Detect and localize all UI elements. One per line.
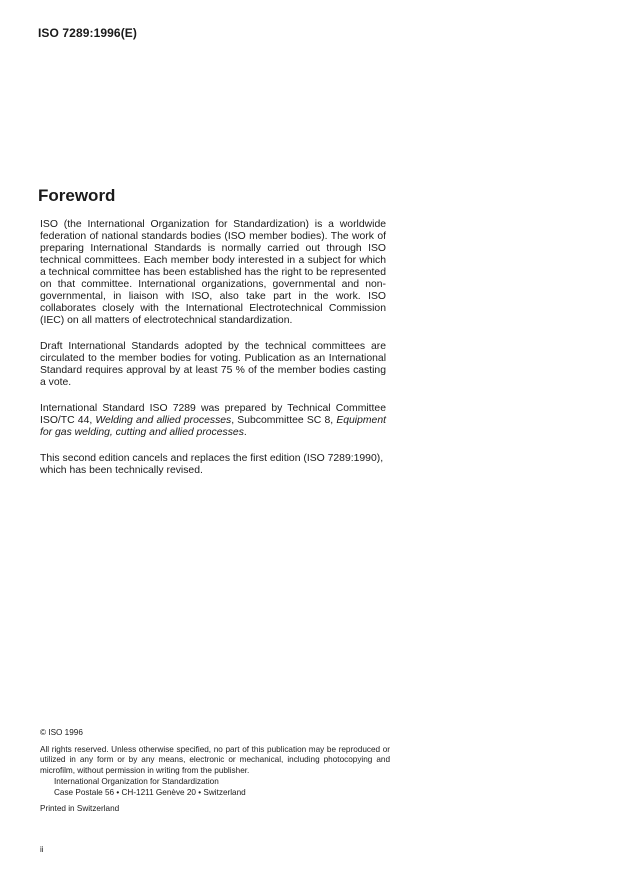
document-header-id: ISO 7289:1996(E) [38,26,137,40]
publisher-org: International Organization for Standardization [54,777,219,786]
section-title: Foreword [38,186,116,205]
paragraph-edition-note: This second edition cancels and replaces the first edition (ISO 7289:1990), which has been technically revised. [40,453,384,476]
paragraph-draft-standards: Draft International Standards adopted by the technical committees are circulated to the member bodies for voting. Publication as an International Standard requires approval by at least 75 % of the member bodies casting a vote. [40,341,386,388]
publisher-address [40,777,390,798]
page-number: ii [40,845,44,854]
paragraph-prepared-by [40,403,386,439]
committee-title: Welding and allied processes [95,415,232,426]
paragraph-iso-intro: ISO (the International Organization for Standardization) is a worldwide federation of national standards bodies (ISO member bodies). The work of preparing International Standards is normally carried out through ISO technical committees. Each member body interested in a subject for which a technical committee has been established has the right to be represented on that committee. International organizations, governmental and non-governmental, in liaison with ISO, also take part in the work. ISO collaborates closely with the International Electrotechnical Commission (IEC) on all matters of electrotechnical standardization. [40,219,386,326]
copyright-block [40,728,390,815]
prepared-by-text: International Standard ISO 7289 was prepared by Technical Committee ISO/TC 44, [40,403,386,426]
foreword-body [40,219,386,491]
publisher-postal: Case Postale 56 • CH-1211 Genève 20 • Switzerland [54,787,246,797]
printed-in: Printed in Switzerland [40,804,120,813]
copyright-line: © ISO 1996 [40,728,83,737]
rights-statement: All rights reserved. Unless otherwise specified, no part of this publication may be reproduced or utilized in any form or by any means, electronic or mechanical, including photocopying and microfilm, without permission in writing from the publisher. [40,744,390,775]
subcommittee-title: Equipment for gas welding, cutting and allied processes [40,415,386,438]
prepared-by-end: . [243,427,247,438]
subcommittee-text: , Subcommittee SC 8, [231,415,334,426]
